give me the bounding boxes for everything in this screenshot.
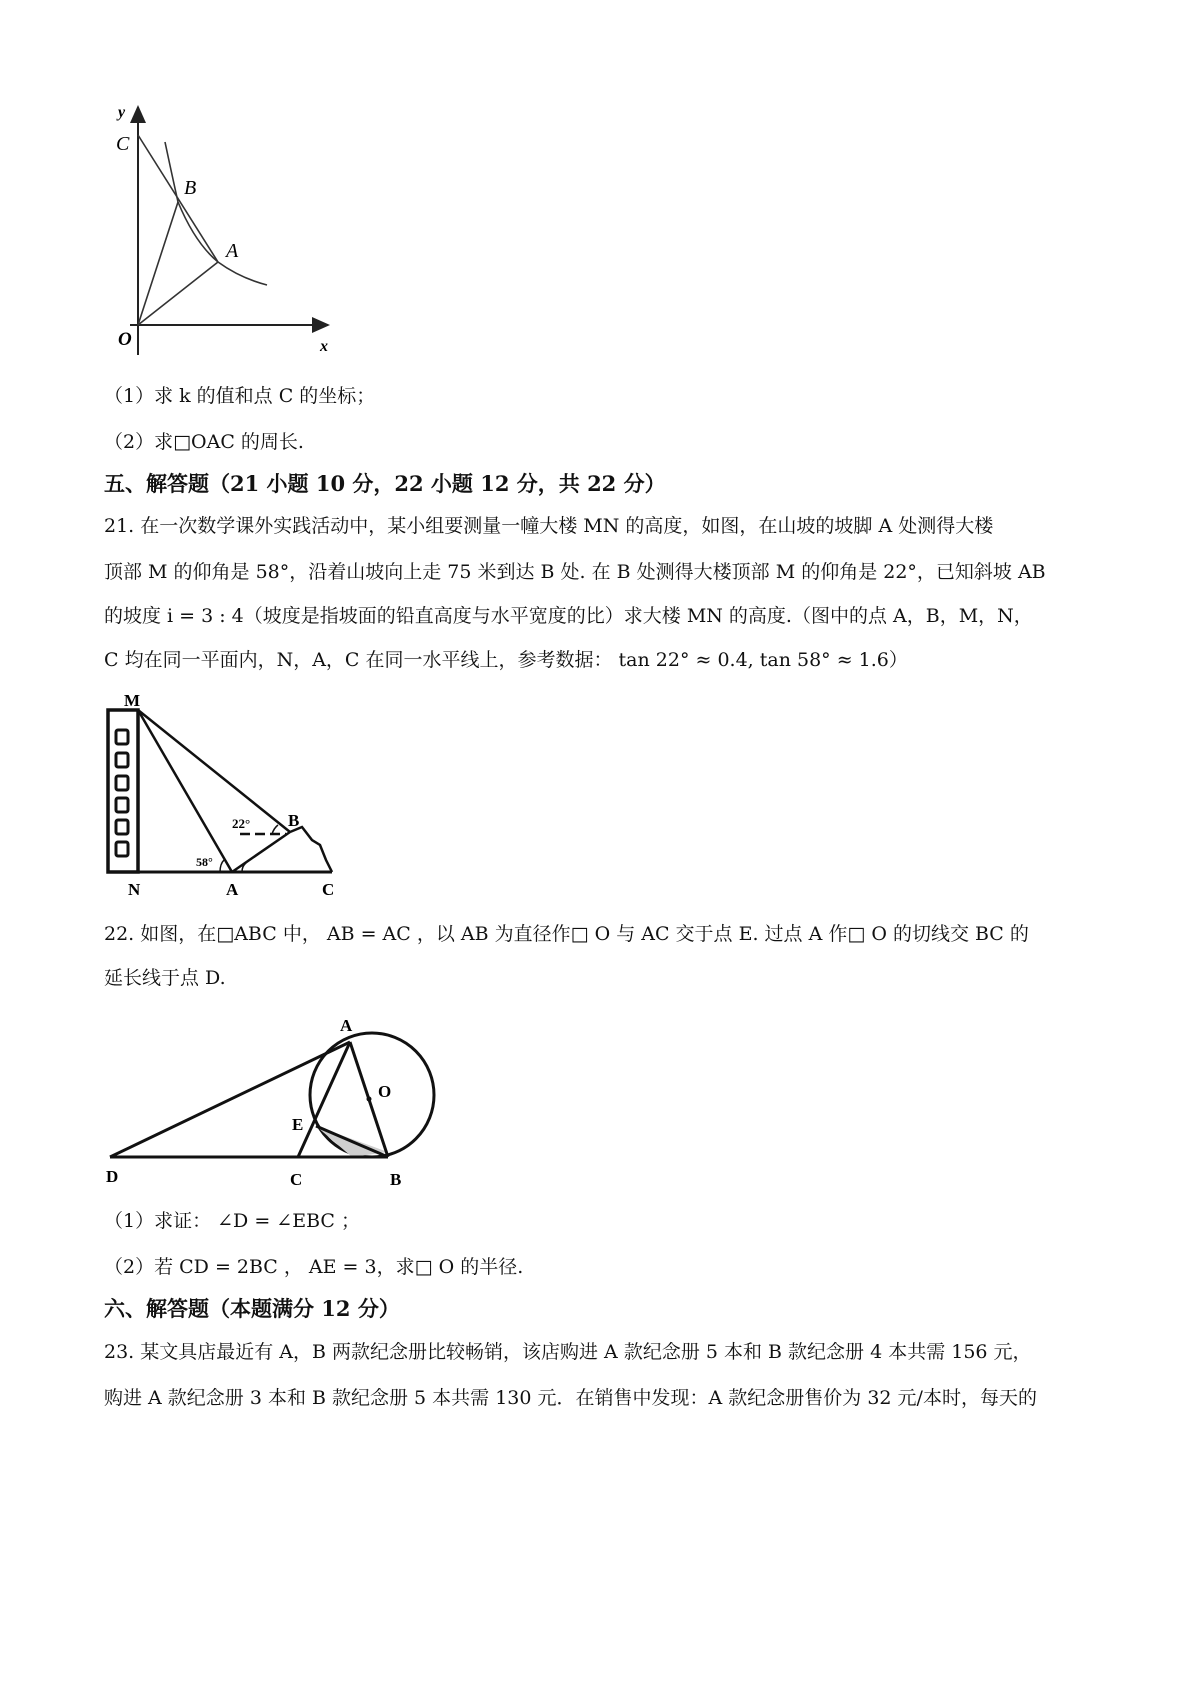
center-dot (367, 1097, 372, 1102)
building-windows (116, 730, 128, 856)
label-b: B (288, 811, 300, 830)
hill-outline (290, 827, 332, 872)
label-a: A (226, 240, 239, 262)
line-ma (138, 710, 232, 872)
line-da (110, 1042, 350, 1157)
q21-line2: 顶部 M 的仰角是 58°，沿着山坡向上走 75 米到达 B 处. 在 B 处测得大楼顶部 M 的仰角是 22°，已知斜坡 AB (104, 561, 1046, 583)
line-mb (138, 710, 290, 832)
q21-line4: C 均在同一平面内，N，A，C 在同一水平线上，参考数据： tan 22° ≈ 0.4, tan 58° ≈ 1.6） (104, 649, 908, 671)
line-ob (138, 202, 178, 325)
circle-triangle-figure (100, 1005, 460, 1200)
section6-heading: 六、解答题（本题满分 12 分） (104, 1296, 400, 1321)
line-ab (232, 832, 290, 872)
label-d: D (106, 1167, 119, 1186)
label-c: C (116, 133, 130, 155)
q22-line1: 22. 如图，在□ABC 中， AB = AC ，以 AB 为直径作□ O 与 AC 交于点 E. 过点 A 作□ O 的切线交 BC 的 (104, 923, 1029, 945)
label-angle-58: 58° (196, 855, 213, 869)
angle-arc-22 (272, 825, 278, 834)
q22-part1: （1）求证： ∠D = ∠EBC ； (104, 1210, 360, 1232)
q22-line2: 延长线于点 D. (104, 967, 226, 989)
q21-line3: 的坡度 i = 3 : 4（坡度是指坡面的铅直高度与水平宽度的比）求大楼 MN 的高度.（图中的点 A，B，M，N， (104, 605, 1033, 627)
line-cb (138, 135, 218, 262)
label-a: A (226, 880, 239, 899)
label-angle-22: 22° (232, 816, 251, 831)
angle-arc-58 (220, 860, 224, 872)
label-b: B (184, 177, 197, 199)
q21-line1: 21. 在一次数学课外实践活动中，某小组要测量一幢大楼 MN 的高度，如图，在山坡的坡脚 A 处测得大楼 (104, 515, 994, 537)
section5-heading: 五、解答题（21 小题 10 分，22 小题 12 分，共 22 分） (104, 471, 666, 496)
q20-part1: （1）求 k 的值和点 C 的坐标； (104, 385, 376, 407)
q23-line2: 购进 A 款纪念册 3 本和 B 款纪念册 5 本共需 130 元．在销售中发现：A 款纪念册售价为 32 元/本时，每天的 (104, 1387, 1037, 1409)
label-m: M (124, 691, 141, 710)
label-c: C (322, 880, 335, 899)
building-slope-figure (100, 690, 360, 905)
label-c: C (290, 1170, 303, 1189)
label-n: N (128, 880, 141, 899)
coordinate-figure (100, 95, 360, 385)
label-o: O (118, 329, 132, 350)
q20-part2: （2）求□OAC 的周长. (104, 431, 304, 453)
line-oa (138, 262, 218, 325)
label-e: E (292, 1115, 304, 1134)
label-x: x (320, 338, 328, 355)
label-b: B (390, 1170, 402, 1189)
q22-part2: （2）若 CD = 2BC ， AE = 3，求□ O 的半径. (104, 1256, 524, 1278)
q23-line1: 23. 某文具店最近有 A，B 两款纪念册比较畅销，该店购进 A 款纪念册 5 本和 B 款纪念册 4 本共需 156 元， (104, 1341, 1032, 1363)
label-o: O (378, 1082, 392, 1101)
label-y: y (118, 104, 126, 121)
label-a: A (340, 1016, 353, 1035)
